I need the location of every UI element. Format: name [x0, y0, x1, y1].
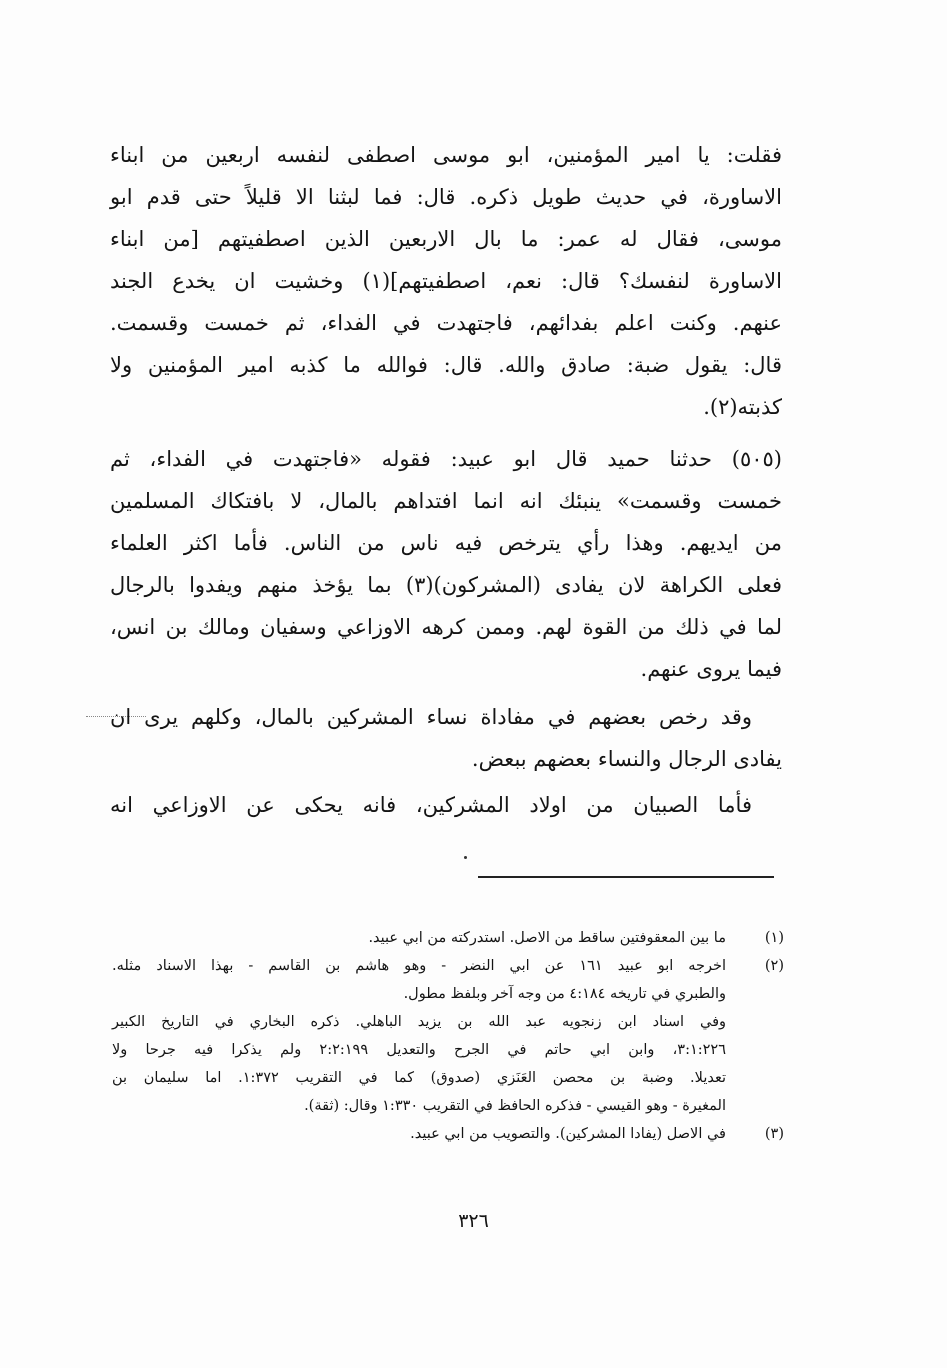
text-line: فقلت: يا امير المؤمنين، ابو موسى اصطفى لنفسه اربعين من ابناء	[110, 143, 782, 167]
paragraph-1	[110, 134, 782, 428]
text-line: فيما يروى عنهم.	[640, 657, 782, 681]
footnote-number: (٣)	[764, 1126, 784, 1142]
text-line: كذبته(٢).	[703, 395, 782, 419]
footnote-line: ما بين المعقوفتين ساقط من الاصل. استدركته من ابي عبيد.	[368, 930, 726, 946]
footnote-2	[112, 952, 784, 1008]
text-line: يفادى الرجال والنساء بعضهم ببعض.	[471, 747, 782, 771]
text-line: موسى، فقال له عمر: ما بال الاربعين الذين اصطفيتهم [من ابناء	[110, 227, 782, 251]
paragraph-2	[110, 438, 782, 690]
text-line: الاساورة لنفسك؟ قال: نعم، اصطفيتهم](١) وخشيت ان يخدع الجند	[110, 269, 782, 293]
footnote-number: (١)	[764, 930, 784, 946]
paragraph-4	[110, 784, 782, 826]
footnote-line: في الاصل (يفادا المشركين). والتصويب من ابي عبيد.	[410, 1126, 726, 1142]
footnote-line: والطبري في تاريخه ٤:١٨٤ من وجه آخر وبلفظ مطول.	[403, 986, 726, 1002]
footnote-2-continued	[112, 1008, 784, 1120]
text-line: فأما الصبيان من اولاد المشركين، فانه يحكى عن الاوزاعي انه	[110, 793, 752, 817]
footnote-line: تعديلا. وضبة بن محصن العَنَزي (صدوق) كما في التقريب ١:٣٧٢. اما سليمان بن	[112, 1070, 726, 1086]
footnote-line: وفي اسناد ابن زنجويه عبد الله بن يزيد الباهلي. ذكره البخاري في التاريخ الكبير	[112, 1014, 726, 1030]
footnote-1	[112, 924, 784, 952]
footnote-line: اخرجه ابو عبيد ١٦١ عن ابي النضر - وهو هاشم بن القاسم - بهذا الاسناد مثله.	[112, 958, 726, 974]
text-line: عنهم. وكنت اعلم بفدائهم، فاجتهدت في الفداء، ثم خمست وقسمت.	[110, 311, 782, 335]
scan-dot-artifact	[464, 856, 467, 859]
paragraph-3	[110, 696, 782, 780]
footnote-line: ٣:١:٢٢٦، وابن ابي حاتم في الجرح والتعديل ٢:٢:١٩٩ ولم يذكرا فيه جرحا ولا	[112, 1042, 726, 1058]
page-number: ٣٢٦	[458, 1210, 489, 1232]
text-line: وقد رخص بعضهم في مفاداة نساء المشركين بالمال، وكلهم يرى ان	[110, 705, 752, 729]
text-line: لما في ذلك من القوة لهم. وممن كرهه الاوزاعي وسفيان ومالك بن انس،	[110, 615, 782, 639]
footnotes-section	[112, 924, 784, 1148]
text-line: الاساورة، في حديث طويل ذكره. قال: فما لبثنا الا قليلاً حتى قدم ابو	[110, 185, 782, 209]
footnote-3	[112, 1120, 784, 1148]
footnote-separator-rule	[478, 876, 774, 878]
text-line: خمست وقسمت» ينبئك انه انما افتداهم بالمال، لا بافتكاك المسلمين	[110, 489, 782, 513]
text-line: فعلى الكراهة لان يفادى (المشركون)(٣) بما يؤخذ منهم ويفدوا بالرجال	[110, 573, 782, 597]
text-line: (٥٠٥) حدثنا حميد قال ابو عبيد: فقوله «فاجتهدت في الفداء، ثم	[110, 447, 782, 471]
text-line: قال: يقول ضبة: صادق والله. قال: فوالله ما كذبه امير المؤمنين ولا	[110, 353, 782, 377]
footnote-number: (٢)	[764, 958, 784, 974]
text-line: من ايديهم. وهذا رأي يترخص فيه ناس من الناس. فأما اكثر العلماء	[110, 531, 782, 555]
footnote-line: المغيرة - وهو القيسي - فذكره الحافظ في التقريب ١:٣٣٠ وقال: (ثقة).	[304, 1098, 726, 1114]
